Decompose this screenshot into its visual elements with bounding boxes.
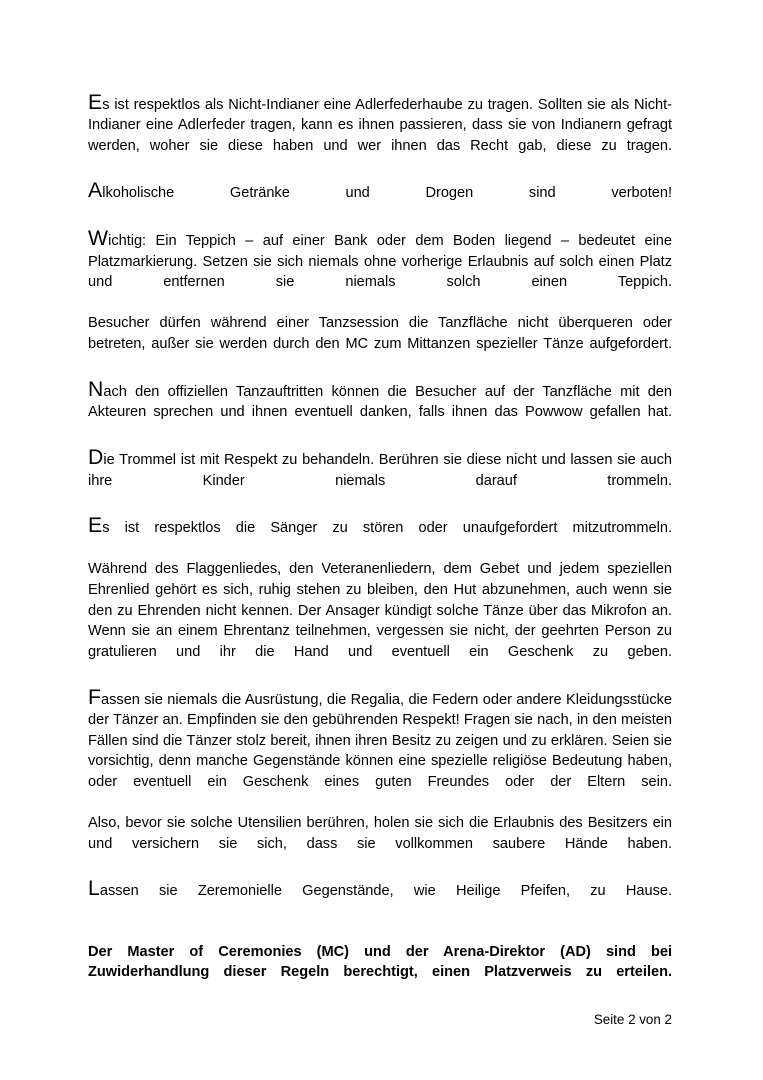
paragraph-initial-6: D <box>88 446 104 469</box>
paragraph-body-9: assen sie niemals die Ausrüstung, die Regalia, die Federn oder andere Kleidungsstücke der Tänzer an. Empfinden sie den gebührenden Respekt! Fragen sie nach, in den meisten Fällen sind die Tänzer stolz bereit, ihnen ihren Besitz zu zeigen und zu erklären. Seien sie vorsichtig, denn manche Gegenstände können eine spezielle religiöse Bedeutung haben, oder eventuell ein Geschenk eines guten Freundes oder der Eltern sein. <box>88 691 672 790</box>
paragraph-initial-9: F <box>88 685 102 709</box>
paragraph-6 <box>88 446 672 512</box>
paragraph-body-3: ichtig: Ein Teppich – auf einer Bank oder dem Boden liegend – bedeutet eine Platzmarkierung. Setzen sie sich niemals ohne vorherige Erlaubnis auf solch einen Platz und entfernen sie niemals solch einen Teppich. <box>88 233 672 291</box>
paragraph-body-8: Während des Flaggenliedes, den Veteranenliedern, dem Gebet und jedem speziellen Ehrenlied gehört es sich, ruhig stehen zu bleiben, den Hut abzunehmen, auch wenn sie den zu Ehrenden nicht kennen. Der Ansager kündigt solche Tänze über das Mikrofon an. Wenn sie an einem Ehrentanz teilnehmen, vergessen sie nicht, der geehrten Person zu gratulieren und ihr die Hand und eventuell ein Geschenk zu geben. <box>88 561 672 660</box>
paragraph-body-2: lkoholische Getränke und Drogen sind verboten! <box>102 185 672 202</box>
paragraph-3 <box>88 227 672 313</box>
paragraph-1 <box>88 90 672 177</box>
page-footer <box>88 1011 672 1029</box>
paragraph-body-7: s ist respektlos die Sänger zu stören oder unaufgefordert mitzutrommeln. <box>102 520 672 537</box>
paragraph-12-notice <box>88 942 672 1004</box>
paragraph-8 <box>88 559 672 683</box>
paragraph-4 <box>88 313 672 375</box>
text-column <box>88 88 672 1003</box>
paragraph-initial-2: A <box>88 179 103 203</box>
paragraph-2 <box>88 179 672 224</box>
paragraph-7 <box>88 514 672 559</box>
paragraph-body-12: Der Master of Ceremonies (MC) und der Arena-Direktor (AD) sind bei Zuwiderhandlung dieser Regeln berechtigt, einen Platzverweis zu erteilen. <box>88 943 672 981</box>
paragraph-5 <box>88 377 672 444</box>
paragraph-body-1: s ist respektlos als Nicht-Indianer eine Adlerfederhaube zu tragen. Sollten sie als Nicht-Indianer eine Adlerfeder tragen, kann es ihnen passieren, dass sie von Indianern gefragt werden, woher sie diese haben und wer ihnen das Recht gab, diese zu tragen. <box>88 96 672 154</box>
paragraph-initial-11: L <box>88 877 100 901</box>
paragraph-body-5: ach den offiziellen Tanzauftritten können die Besucher auf der Tanzfläche mit den Akteuren sprechen und ihnen eventuell danken, falls ihnen das Powwow gefallen hat. <box>88 383 672 421</box>
paragraph-9 <box>88 685 672 814</box>
paragraph-body-11: assen sie Zeremonielle Gegenstände, wie Heilige Pfeifen, zu Hause. <box>99 883 672 900</box>
paragraph-11 <box>88 877 672 922</box>
paragraph-initial-1: E <box>88 90 103 114</box>
paragraph-body-10: Also, bevor sie solche Utensilien berühren, holen sie sich die Erlaubnis des Besitzers ein und versichern sie sich, dass sie vollkommen saubere Hände haben. <box>88 815 672 852</box>
paragraph-body-6: ie Trommel ist mit Respekt zu behandeln. Berühren sie diese nicht und lassen sie auch ihre Kinder niemals darauf trommeln. <box>88 452 672 489</box>
paragraph-initial-7: E <box>88 514 103 538</box>
page-number-label: Seite 2 von 2 <box>593 1012 672 1027</box>
paragraph-body-4: Besucher dürfen während einer Tanzsession die Tanzfläche nicht überqueren oder betreten, außer sie werden durch den MC zum Mittanzen spezieller Tänze aufgefordert. <box>88 315 672 353</box>
paragraph-10 <box>88 813 672 875</box>
paragraph-initial-3: W <box>88 227 109 251</box>
paragraph-initial-5: N <box>88 377 104 401</box>
